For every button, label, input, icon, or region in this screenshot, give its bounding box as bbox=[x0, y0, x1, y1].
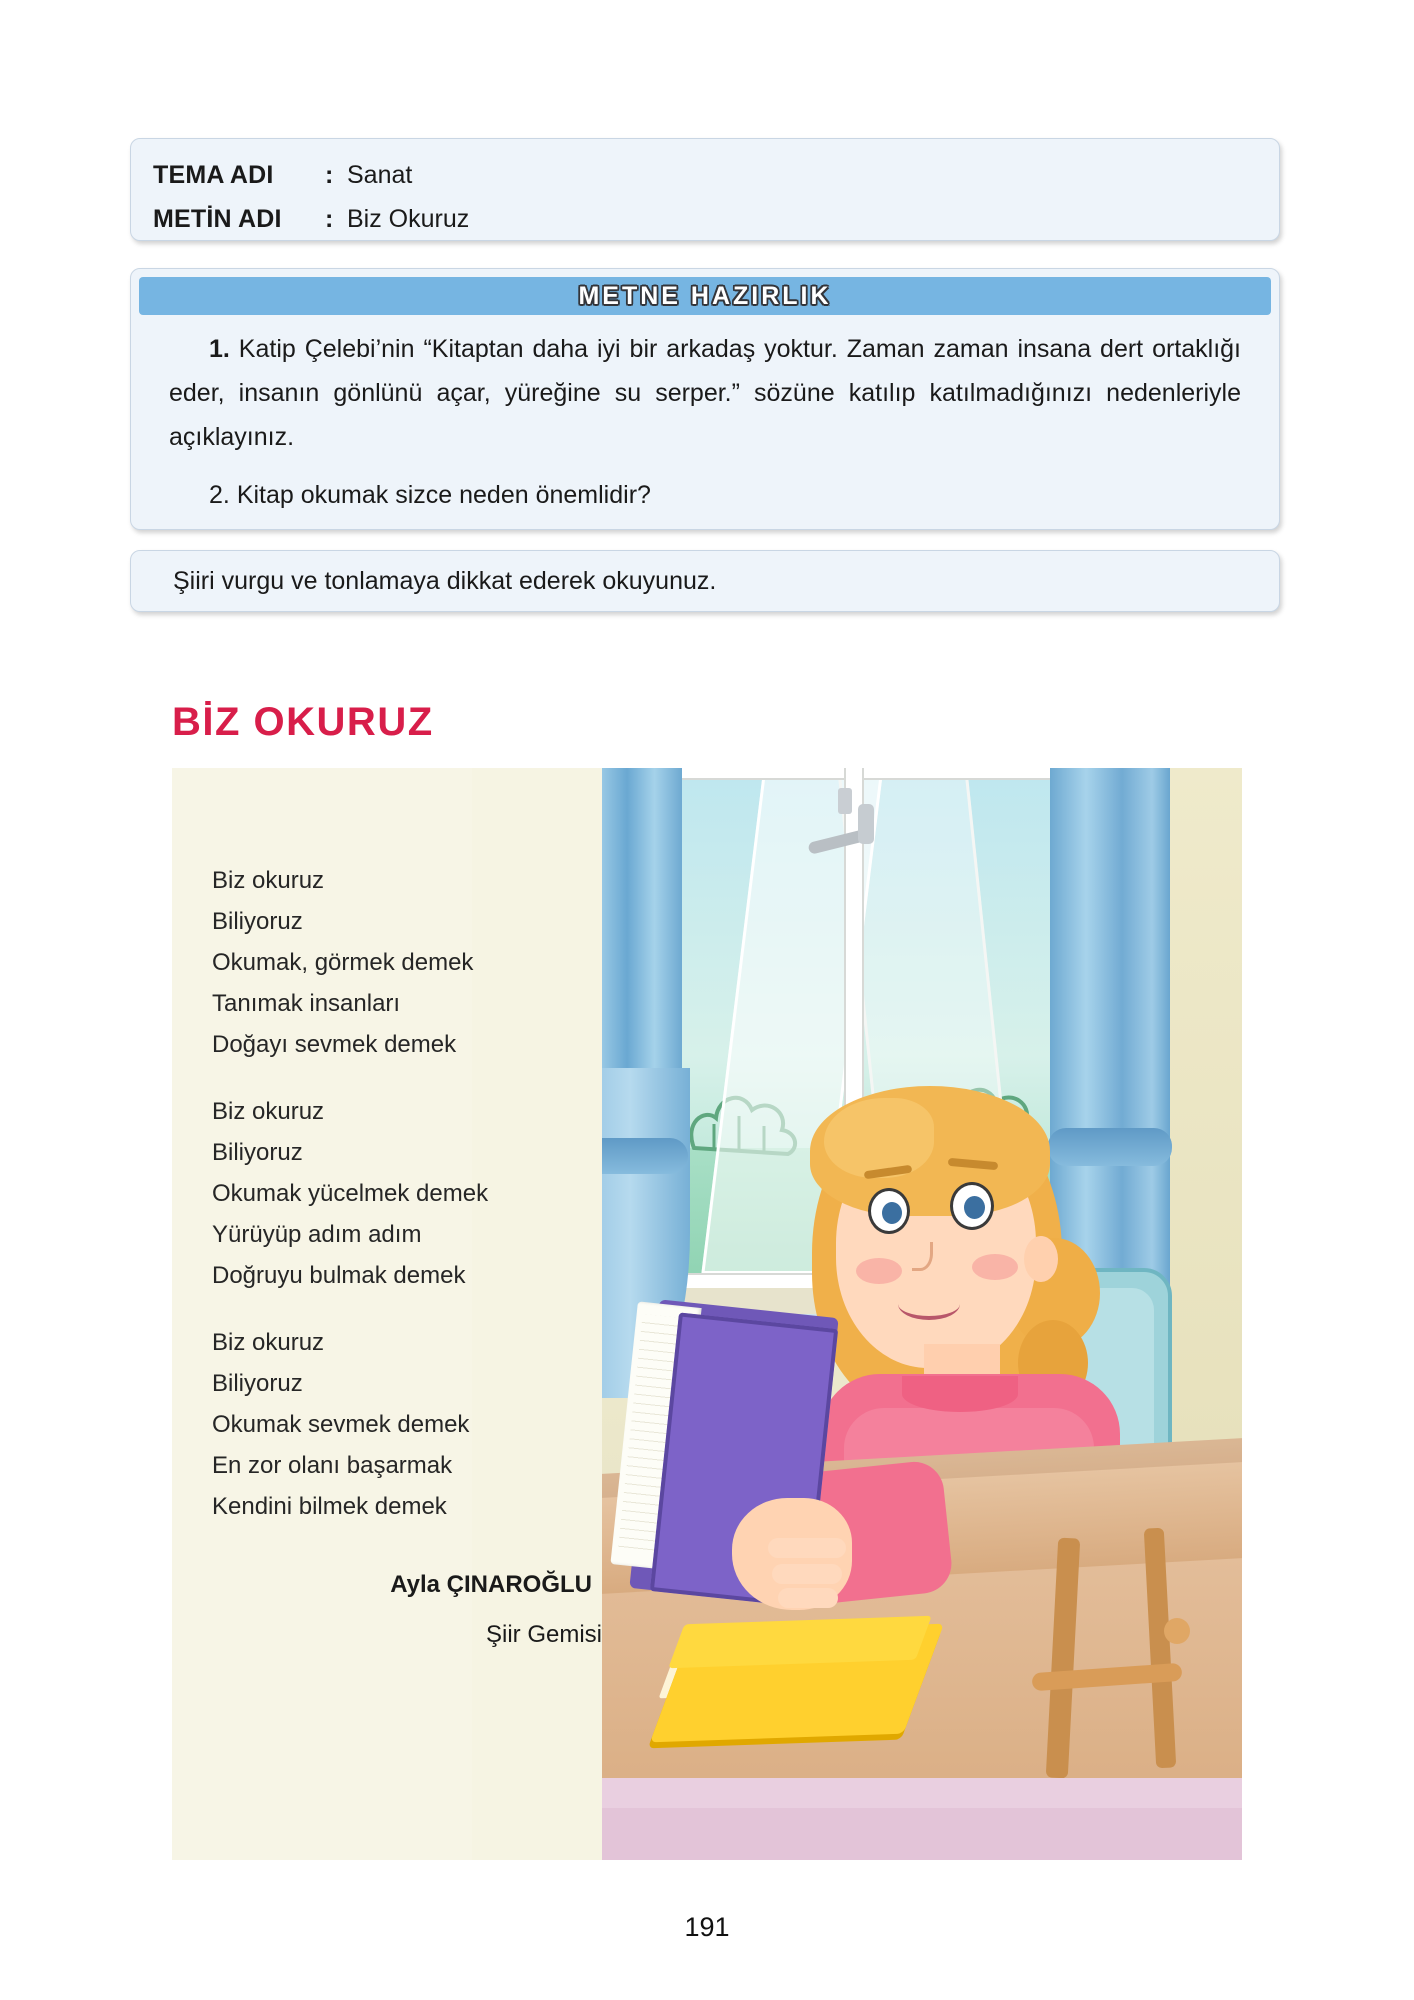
poem-line: Okumak yücelmek demek bbox=[212, 1180, 489, 1207]
girl-pupil-right bbox=[964, 1196, 985, 1219]
reading-instruction-box bbox=[130, 550, 1280, 612]
window-handle-knob-icon bbox=[858, 804, 874, 844]
metin-adi-value: Biz Okuruz bbox=[347, 205, 470, 233]
poem-line: Doğayı sevmek demek bbox=[212, 1031, 457, 1058]
poem-line: Biliyoruz bbox=[212, 1139, 303, 1166]
metin-adi-separator: : bbox=[325, 205, 334, 233]
poem-illustration bbox=[172, 768, 1242, 1860]
poem-line: Biz okuruz bbox=[212, 1098, 325, 1125]
metin-adi-row bbox=[153, 197, 1279, 241]
girl-pupil-left bbox=[882, 1202, 902, 1224]
poem-stanza-3 bbox=[212, 1322, 602, 1527]
stanza-gap bbox=[212, 1065, 602, 1091]
girl-cheek-right bbox=[972, 1254, 1018, 1280]
poem-source: Şiir Gemisi bbox=[485, 1621, 602, 1648]
question-1 bbox=[169, 327, 1241, 459]
girl-finger-3 bbox=[778, 1588, 838, 1608]
tema-adi-separator: : bbox=[325, 161, 334, 189]
poem-line: Okumak sevmek demek bbox=[212, 1411, 470, 1438]
metadata-box bbox=[130, 138, 1280, 241]
poem-line: Biliyoruz bbox=[212, 908, 303, 935]
poem-line: Biz okuruz bbox=[212, 1329, 325, 1356]
girl-mouth bbox=[898, 1288, 960, 1320]
metne-hazirlik-banner bbox=[139, 277, 1271, 315]
curtain-tieback-right bbox=[1048, 1128, 1172, 1166]
girl-finger-2 bbox=[772, 1564, 842, 1584]
girl-finger-1 bbox=[768, 1538, 846, 1558]
poem-text bbox=[172, 768, 602, 1860]
question-2 bbox=[169, 473, 1241, 517]
poem-title: BİZ OKURUZ bbox=[172, 700, 434, 744]
stanza-gap bbox=[212, 1296, 602, 1322]
poem-line: Okumak, görmek demek bbox=[212, 949, 474, 976]
chair-knob bbox=[1164, 1618, 1190, 1644]
poem-line: Yürüyüp adım adım bbox=[212, 1221, 422, 1248]
metne-hazirlik-box bbox=[130, 268, 1280, 530]
poem-line: Tanımak insanları bbox=[212, 990, 401, 1017]
tema-adi-row bbox=[153, 153, 1279, 197]
girl-hair-wave bbox=[824, 1098, 934, 1178]
poem-stanza-1 bbox=[212, 860, 602, 1065]
tema-adi-value: Sanat bbox=[347, 161, 413, 189]
question-1-number: 1. bbox=[209, 335, 230, 363]
tema-adi-label: TEMA ADI bbox=[153, 161, 274, 189]
metne-hazirlik-title: METNE HAZIRLIK bbox=[578, 281, 832, 310]
girl-ear bbox=[1024, 1236, 1058, 1282]
page-number: 191 bbox=[684, 1912, 730, 1942]
question-1-text: Katip Çelebi’nin “Kitaptan daha iyi bir arkadaş yoktur. Zaman zaman insana dert ortaklığı eder, insanın gönlünü açar, yüreğine su serper.” sözüne katılıp katılmadığınızı nedenleriyle açıklayınız. bbox=[169, 335, 1241, 451]
poem-line: Doğruyu bulmak demek bbox=[212, 1262, 466, 1289]
poem-line: Biliyoruz bbox=[212, 1370, 303, 1397]
poem-line: Kendini bilmek demek bbox=[212, 1493, 447, 1520]
girl-cheek-left bbox=[856, 1258, 902, 1284]
desk-book-top bbox=[668, 1616, 932, 1668]
girl-collar bbox=[902, 1376, 1018, 1412]
poem-author: Ayla ÇINAROĞLU bbox=[390, 1571, 592, 1598]
reading-instruction-text: Şiiri vurgu ve tonlamaya dikkat ederek okuyunuz. bbox=[173, 566, 717, 595]
window-latch-icon bbox=[838, 788, 852, 814]
poem-line: En zor olanı başarmak bbox=[212, 1452, 453, 1479]
poem-stanza-2 bbox=[212, 1091, 602, 1296]
question-2-number: 2. bbox=[209, 481, 230, 509]
poem-line: Biz okuruz bbox=[212, 867, 325, 894]
metin-adi-label: METİN ADI bbox=[153, 205, 282, 233]
question-2-text: Kitap okumak sizce neden önemlidir? bbox=[236, 481, 651, 509]
